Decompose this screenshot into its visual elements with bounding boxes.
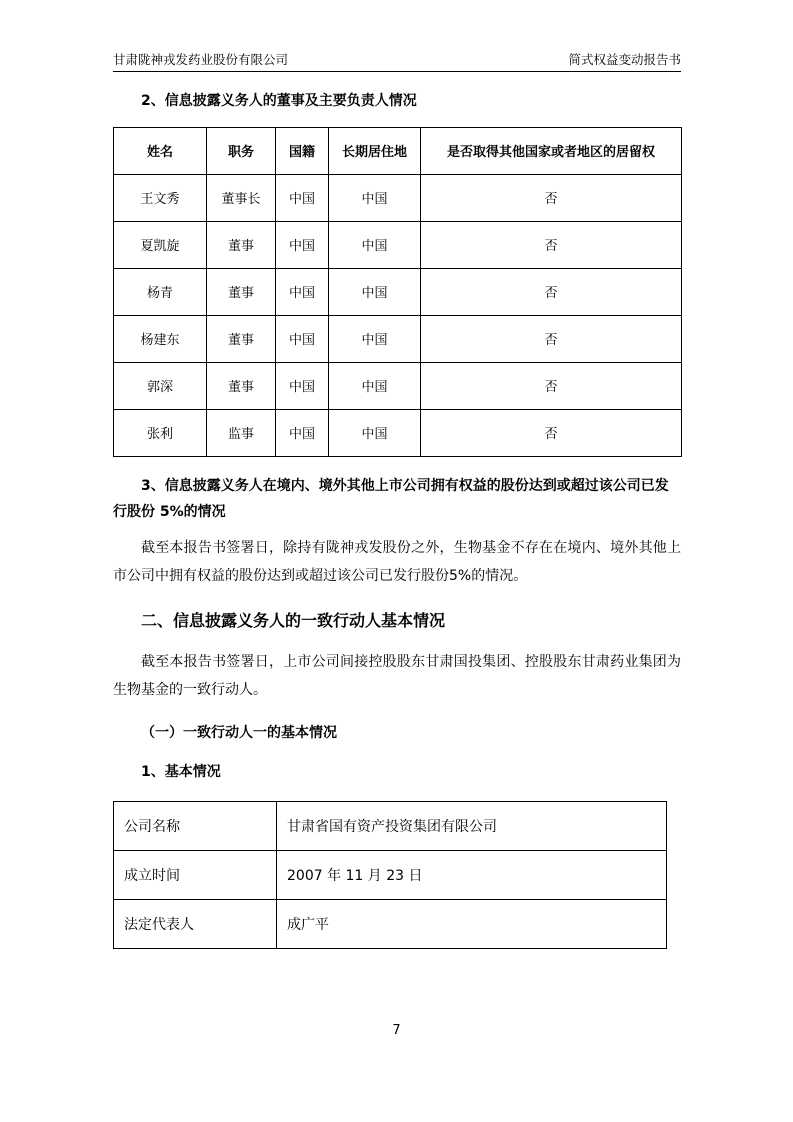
- table-row: [114, 268, 682, 315]
- heading-concert-party-one: （一）一致行动人一的基本情况: [141, 725, 337, 742]
- header-company-name: 甘肃陇神戎发药业股份有限公司: [113, 52, 289, 67]
- table-row: [114, 802, 667, 851]
- table-row: [114, 174, 682, 221]
- cell-nationality: 中国: [276, 174, 329, 221]
- table-row: [114, 851, 667, 900]
- table-header-row: [114, 127, 682, 174]
- cell-residency-right: 否: [421, 409, 682, 456]
- cell-name: 杨青: [114, 268, 207, 315]
- cell-name: 郭深: [114, 362, 207, 409]
- cell-position: 董事: [207, 221, 276, 268]
- directors-table: [113, 127, 682, 457]
- cell-residency-right: 否: [421, 268, 682, 315]
- table-row: [114, 315, 682, 362]
- basic-info-table: [113, 801, 667, 949]
- heading-directors: 2、信息披露义务人的董事及主要负责人情况: [141, 93, 417, 109]
- cell-nationality: 中国: [276, 362, 329, 409]
- heading-basic-info: 1、基本情况: [141, 763, 221, 780]
- cell-residence: 中国: [329, 221, 421, 268]
- value-legal-representative: 成广平: [277, 900, 667, 949]
- cell-residence: 中国: [329, 409, 421, 456]
- page-content: [113, 88, 681, 949]
- cell-residence: 中国: [329, 174, 421, 221]
- cell-residency-right: 否: [421, 315, 682, 362]
- cell-position: 监事: [207, 409, 276, 456]
- cell-nationality: 中国: [276, 221, 329, 268]
- label-company-name: 公司名称: [114, 802, 277, 851]
- cell-name: 王文秀: [114, 174, 207, 221]
- cell-name: 夏凯旋: [114, 221, 207, 268]
- header-document-title: 简式权益变动报告书: [568, 52, 681, 67]
- column-header-nationality: 国籍: [276, 127, 329, 174]
- value-company-name: 甘肃省国有资产投资集团有限公司: [277, 802, 667, 851]
- cell-nationality: 中国: [276, 315, 329, 362]
- cell-position: 董事长: [207, 174, 276, 221]
- cell-residency-right: 否: [421, 362, 682, 409]
- cell-residence: 中国: [329, 362, 421, 409]
- label-establishment-date: 成立时间: [114, 851, 277, 900]
- table-row: [114, 409, 682, 456]
- column-header-position: 职务: [207, 127, 276, 174]
- paragraph-concert-parties: 截至本报告书签署日，上市公司间接控股股东甘肃国投集团、控股股东甘肃药业集团为生物基金的一致行动人。: [113, 654, 681, 699]
- page-number: 7: [392, 1023, 401, 1038]
- cell-nationality: 中国: [276, 268, 329, 315]
- cell-residence: 中国: [329, 268, 421, 315]
- cell-residence: 中国: [329, 315, 421, 362]
- heading-other-listed-companies: 3、信息披露义务人在境内、境外其他上市公司拥有权益的股份达到或超过该公司已发行股份 5%的情况: [113, 477, 669, 521]
- column-header-residency-right: 是否取得其他国家或者地区的居留权: [421, 127, 682, 174]
- cell-residency-right: 否: [421, 174, 682, 221]
- page-header: [113, 52, 681, 72]
- cell-residency-right: 否: [421, 221, 682, 268]
- column-header-name: 姓名: [114, 127, 207, 174]
- heading-concert-parties: 二、信息披露义务人的一致行动人基本情况: [141, 610, 446, 630]
- table-row: [114, 362, 682, 409]
- cell-name: 杨建东: [114, 315, 207, 362]
- cell-position: 董事: [207, 362, 276, 409]
- cell-position: 董事: [207, 268, 276, 315]
- value-establishment-date: 2007 年 11 月 23 日: [277, 851, 667, 900]
- cell-nationality: 中国: [276, 409, 329, 456]
- table-row: [114, 900, 667, 949]
- page-footer: [0, 1023, 793, 1038]
- paragraph-other-listed-companies: 截至本报告书签署日，除持有陇神戎发股份之外，生物基金不存在在境内、境外其他上市公司中拥有权益的股份达到或超过该公司已发行股份5%的情况。: [113, 539, 681, 584]
- table-row: [114, 221, 682, 268]
- cell-position: 董事: [207, 315, 276, 362]
- label-legal-representative: 法定代表人: [114, 900, 277, 949]
- column-header-residence: 长期居住地: [329, 127, 421, 174]
- cell-name: 张利: [114, 409, 207, 456]
